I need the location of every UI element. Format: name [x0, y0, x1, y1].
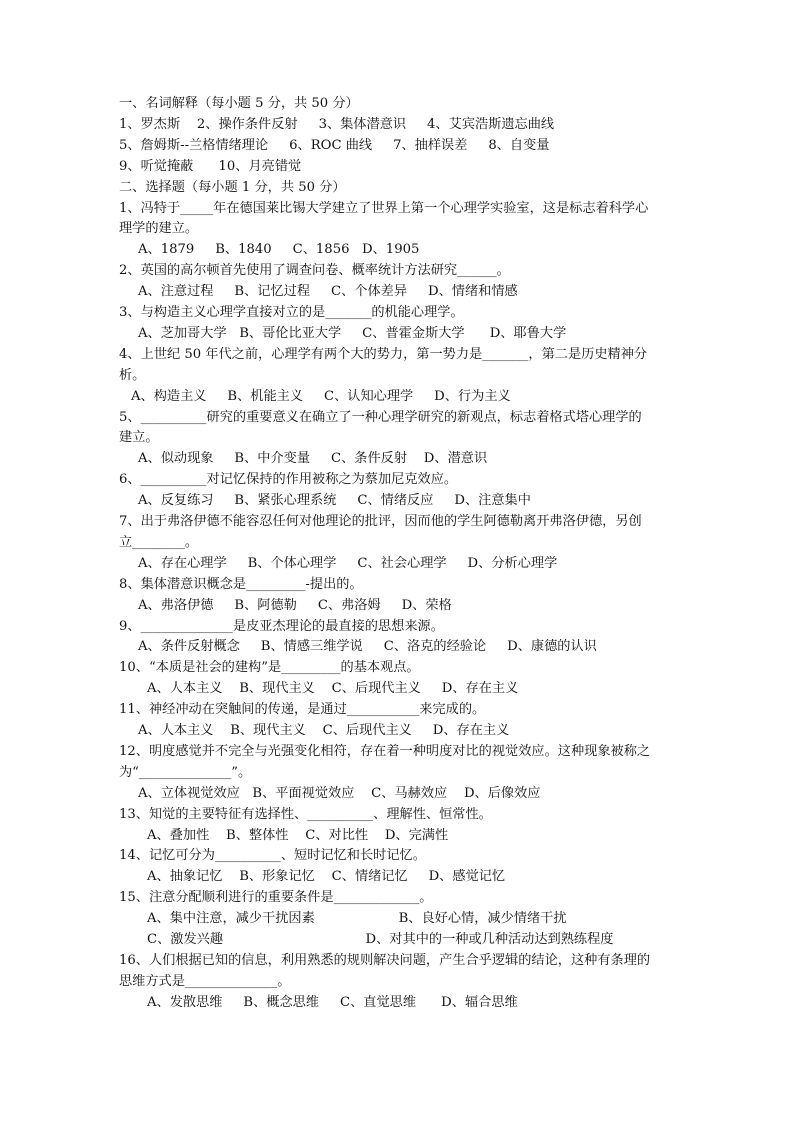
text-line: 为“______________”。	[119, 764, 252, 780]
text-line: A、条件反射概念 B、情感三维学说 C、洛克的经验论 D、康德的认识	[138, 639, 597, 655]
text-line: 建立。	[119, 430, 159, 446]
text-line: A、注意过程 B、记忆过程 C、个体差异 D、情绪和情感	[138, 284, 518, 300]
text-line: A、抽象记忆 B、形象记忆 C、情绪记忆 D、感觉记忆	[147, 869, 506, 885]
text-line: 一、名词解释（每小题 5 分，共 50 分）	[119, 96, 359, 111]
text-line: A、集中注意，减少干扰因素 B、良好心情，减少情绪干扰	[147, 911, 567, 927]
text-line: 6、__________对记忆保持的作用被称之为蔡加尼克效应。	[119, 472, 458, 488]
text-line: 二、选择题（每小题 1 分，共 50 分）	[119, 179, 346, 195]
text-line: 12、明度感觉并不完全与光强变化相符，存在着一种明度对比的视觉效应。这种现象被称之	[119, 743, 651, 759]
text-line: A、构造主义 B、机能主义 C、认知心理学 D、行为主义	[131, 388, 511, 404]
text-line: A、人本主义 B、现代主义 C、后现代主义 D、存在主义	[147, 681, 519, 697]
text-line: A、存在心理学 B、个体心理学 C、社会心理学 D、分析心理学	[138, 555, 558, 571]
text-line: 13、知觉的主要特征有选择性、__________、理解性、恒常性。	[119, 806, 492, 822]
text-line: 15、注意分配顺利进行的重要条件是_____________。	[119, 890, 433, 906]
text-line: C、激发兴趣 D、对其中的一种或几种活动达到熟练程度	[147, 932, 614, 947]
text-line: 14、记忆可分为__________、短时记忆和长时记忆。	[119, 848, 426, 864]
text-line: 8、集体潜意识概念是_________-提出的。	[119, 576, 363, 592]
text-line: 5、詹姆斯--兰格情绪理论 6、ROC 曲线 7、抽样误差 8、自变量	[119, 137, 550, 153]
text-line: A、反复练习 B、紧张心理系统 C、情绪反应 D、注意集中	[138, 493, 531, 509]
text-line: 9、______________是皮亚杰理论的最直接的思想来源。	[119, 618, 444, 634]
text-line: 析。	[119, 367, 146, 383]
text-line: 1、罗杰斯 2、操作条件反射 3、集体潜意识 4、艾宾浩斯遗忘曲线	[119, 116, 555, 132]
text-line: A、1879 B、1840 C、1856 D、1905	[138, 242, 420, 258]
text-line: A、似动现象 B、中介变量 C、条件反射 D、潜意识	[138, 451, 488, 467]
text-line: 2、英国的高尔顿首先使用了调查问卷、概率统计方法研究______。	[119, 263, 510, 279]
text-line: 7、出于弗洛伊德不能容忍任何对他理论的批评，因而他的学生阿德勒离开弗洛伊德，另创	[119, 514, 642, 529]
text-line: A、发散思维 B、概念思维 C、直觉思维 D、辐合思维	[147, 994, 518, 1010]
text-line: 3、与构造主义心理学直接对立的是_______的机能心理学。	[119, 305, 464, 320]
text-line: A、弗洛伊德 B、阿德勒 C、弗洛姆 D、荣格	[138, 597, 452, 613]
text-line: 5、__________研究的重要意义在确立了一种心理学研究的新观点，标志着格式塔心理学的	[119, 409, 642, 425]
text-line: A、芝加哥大学 B、哥伦比亚大学 C、普霍金斯大学 D、耶鲁大学	[138, 325, 567, 341]
text-line: 11、神经冲动在突触间的传递，是通过___________来完成的。	[119, 702, 486, 718]
text-line: A、叠加性 B、整体性 C、对比性 D、完满性	[147, 827, 449, 843]
text-line: A、人本主义 B、现代主义 C、后现代主义 D、存在主义	[138, 723, 510, 738]
text-line: A、立体视觉效应 B、平面视觉效应 C、马赫效应 D、后像效应	[138, 785, 541, 801]
text-line: 1、冯特于_____年在德国莱比锡大学建立了世界上第一个心理学实验室，这是标志着科学心	[119, 200, 649, 216]
text-line: 9、听觉掩蔽 10、月亮错觉	[119, 158, 302, 174]
text-line: 16、人们根据已知的信息，利用熟悉的规则解决问题，产生合乎逻辑的结论，这种有条理的	[119, 952, 651, 968]
text-line: 理学的建立。	[119, 221, 199, 237]
text-line: 10、“本质是社会的建构”是_________的基本观点。	[119, 660, 420, 676]
text-line: 立________。	[119, 534, 199, 550]
text-line: 4、上世纪 50 年代之前，心理学有两个大的势力，第一势力是_______，第二是历史精神分	[119, 346, 648, 362]
text-line: 思维方式是______________。	[119, 973, 291, 989]
